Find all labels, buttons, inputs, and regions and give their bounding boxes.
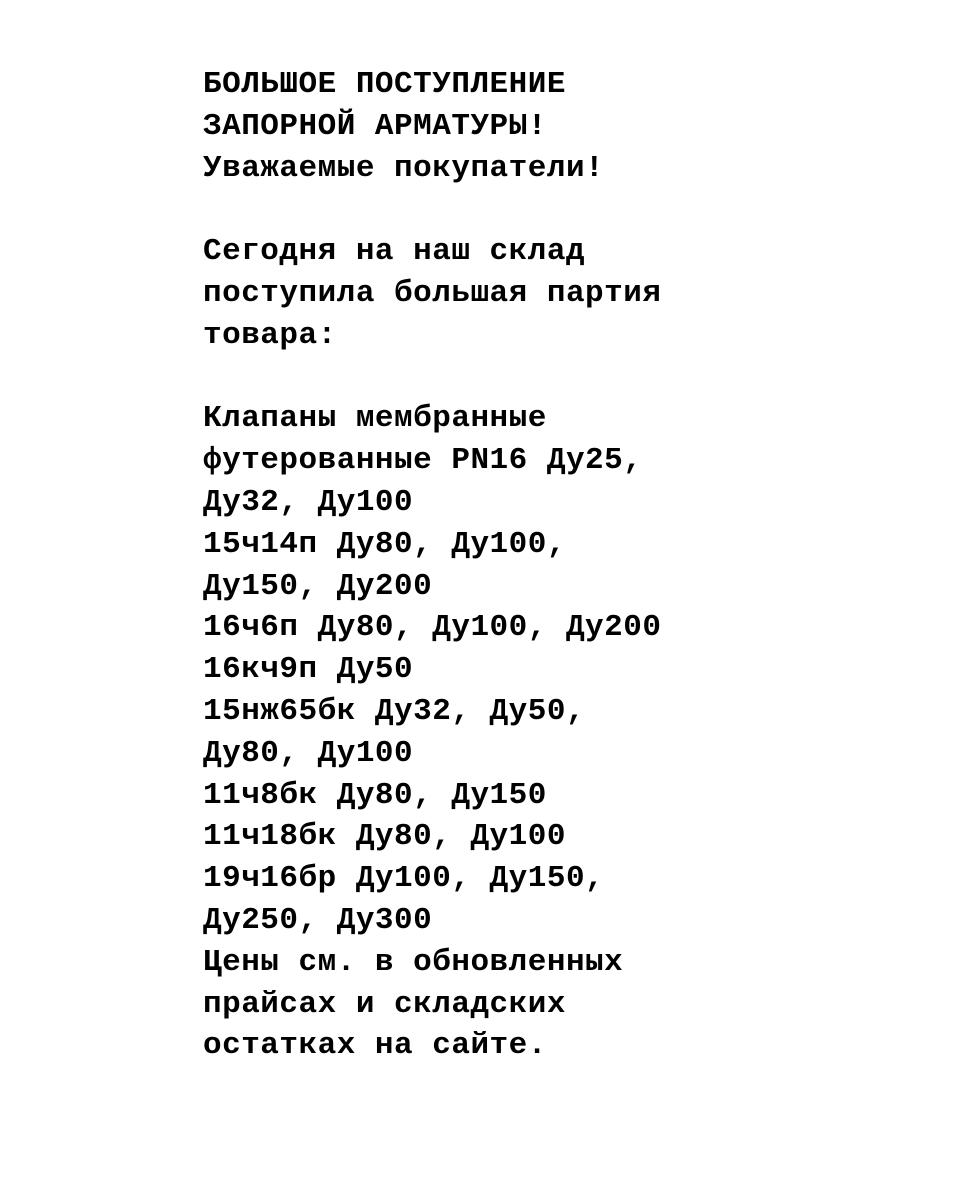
- footer-line-3: остатках на сайте.: [203, 1028, 547, 1064]
- product-line: Ду32, Ду100: [203, 484, 414, 520]
- footer-line-2: прайсах и складских: [203, 986, 566, 1022]
- product-line: 16ч6п Ду80, Ду100, Ду200: [203, 610, 662, 646]
- product-line: 16кч9п Ду50: [203, 652, 414, 688]
- intro-line-3: товара:: [203, 317, 337, 353]
- greeting: Уважаемые покупатели!: [203, 150, 605, 186]
- product-line: 15нж65бк Ду32, Ду50,: [203, 693, 586, 729]
- intro-line-2: поступила большая партия: [203, 275, 662, 311]
- headline-line-2: ЗАПОРНОЙ АРМАТУРЫ!: [203, 108, 547, 144]
- announcement-text: [203, 64, 943, 1067]
- product-line: 11ч18бк Ду80, Ду100: [203, 819, 566, 855]
- product-line: 15ч14п Ду80, Ду100,: [203, 526, 566, 562]
- product-line: футерованные PN16 Ду25,: [203, 443, 643, 479]
- paragraph-spacer: [203, 357, 943, 399]
- product-line: Ду150, Ду200: [203, 568, 433, 604]
- product-line: Ду250, Ду300: [203, 902, 433, 938]
- headline-line-1: БОЛЬШОЕ ПОСТУПЛЕНИЕ: [203, 67, 566, 102]
- product-line: Клапаны мембранные: [203, 401, 547, 437]
- paragraph-spacer: [203, 189, 943, 231]
- product-line: 11ч8бк Ду80, Ду150: [203, 777, 547, 813]
- product-line: 19ч16бр Ду100, Ду150,: [203, 861, 605, 897]
- intro-line-1: Сегодня на наш склад: [203, 234, 586, 270]
- product-line: Ду80, Ду100: [203, 735, 414, 771]
- footer-line-1: Цены см. в обновленных: [203, 944, 624, 980]
